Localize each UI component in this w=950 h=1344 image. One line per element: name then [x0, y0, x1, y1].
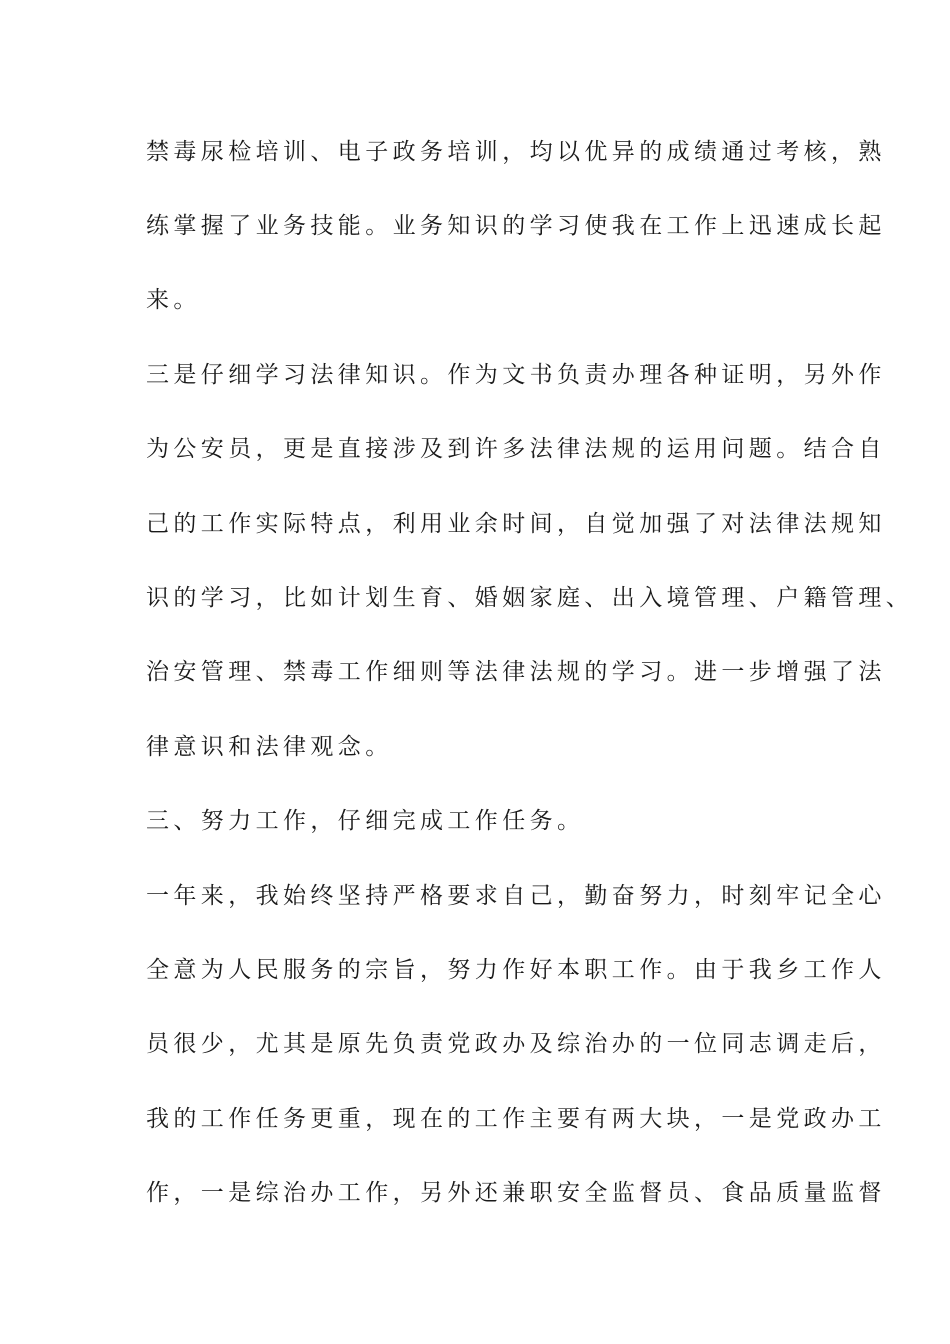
text-line: 己的工作实际特点，利用业余时间，自觉加强了对法律法规知	[146, 511, 886, 537]
text-line: 禁毒尿检培训、电子政务培训，均以优异的成绩通过考核，熟	[146, 139, 886, 165]
text-line: 一年来，我始终坚持严格要求自己，勤奋努力，时刻牢记全心	[146, 883, 886, 909]
text-line: 练掌握了业务技能。业务知识的学习使我在工作上迅速成长起	[146, 213, 886, 239]
text-line: 来。	[146, 287, 201, 313]
text-line: 律意识和法律观念。	[146, 734, 393, 760]
text-line: 全意为人民服务的宗旨，努力作好本职工作。由于我乡工作人	[146, 957, 886, 983]
text-line: 识的学习，比如计划生育、婚姻家庭、出入境管理、户籍管理、	[146, 585, 914, 611]
text-line: 作，一是综治办工作，另外还兼职安全监督员、食品质量监督	[146, 1180, 886, 1206]
text-line: 三是仔细学习法律知识。作为文书负责办理各种证明，另外作	[146, 362, 886, 388]
text-line: 我的工作任务更重，现在的工作主要有两大块，一是党政办工	[146, 1106, 886, 1132]
section-heading: 三、努力工作，仔细完成工作任务。	[146, 808, 585, 834]
text-line: 为公安员，更是直接涉及到许多法律法规的运用问题。结合自	[146, 436, 886, 462]
text-line: 治安管理、禁毒工作细则等法律法规的学习。进一步增强了法	[146, 659, 886, 685]
text-line: 员很少，尤其是原先负责党政办及综治办的一位同志调走后，	[146, 1031, 886, 1057]
